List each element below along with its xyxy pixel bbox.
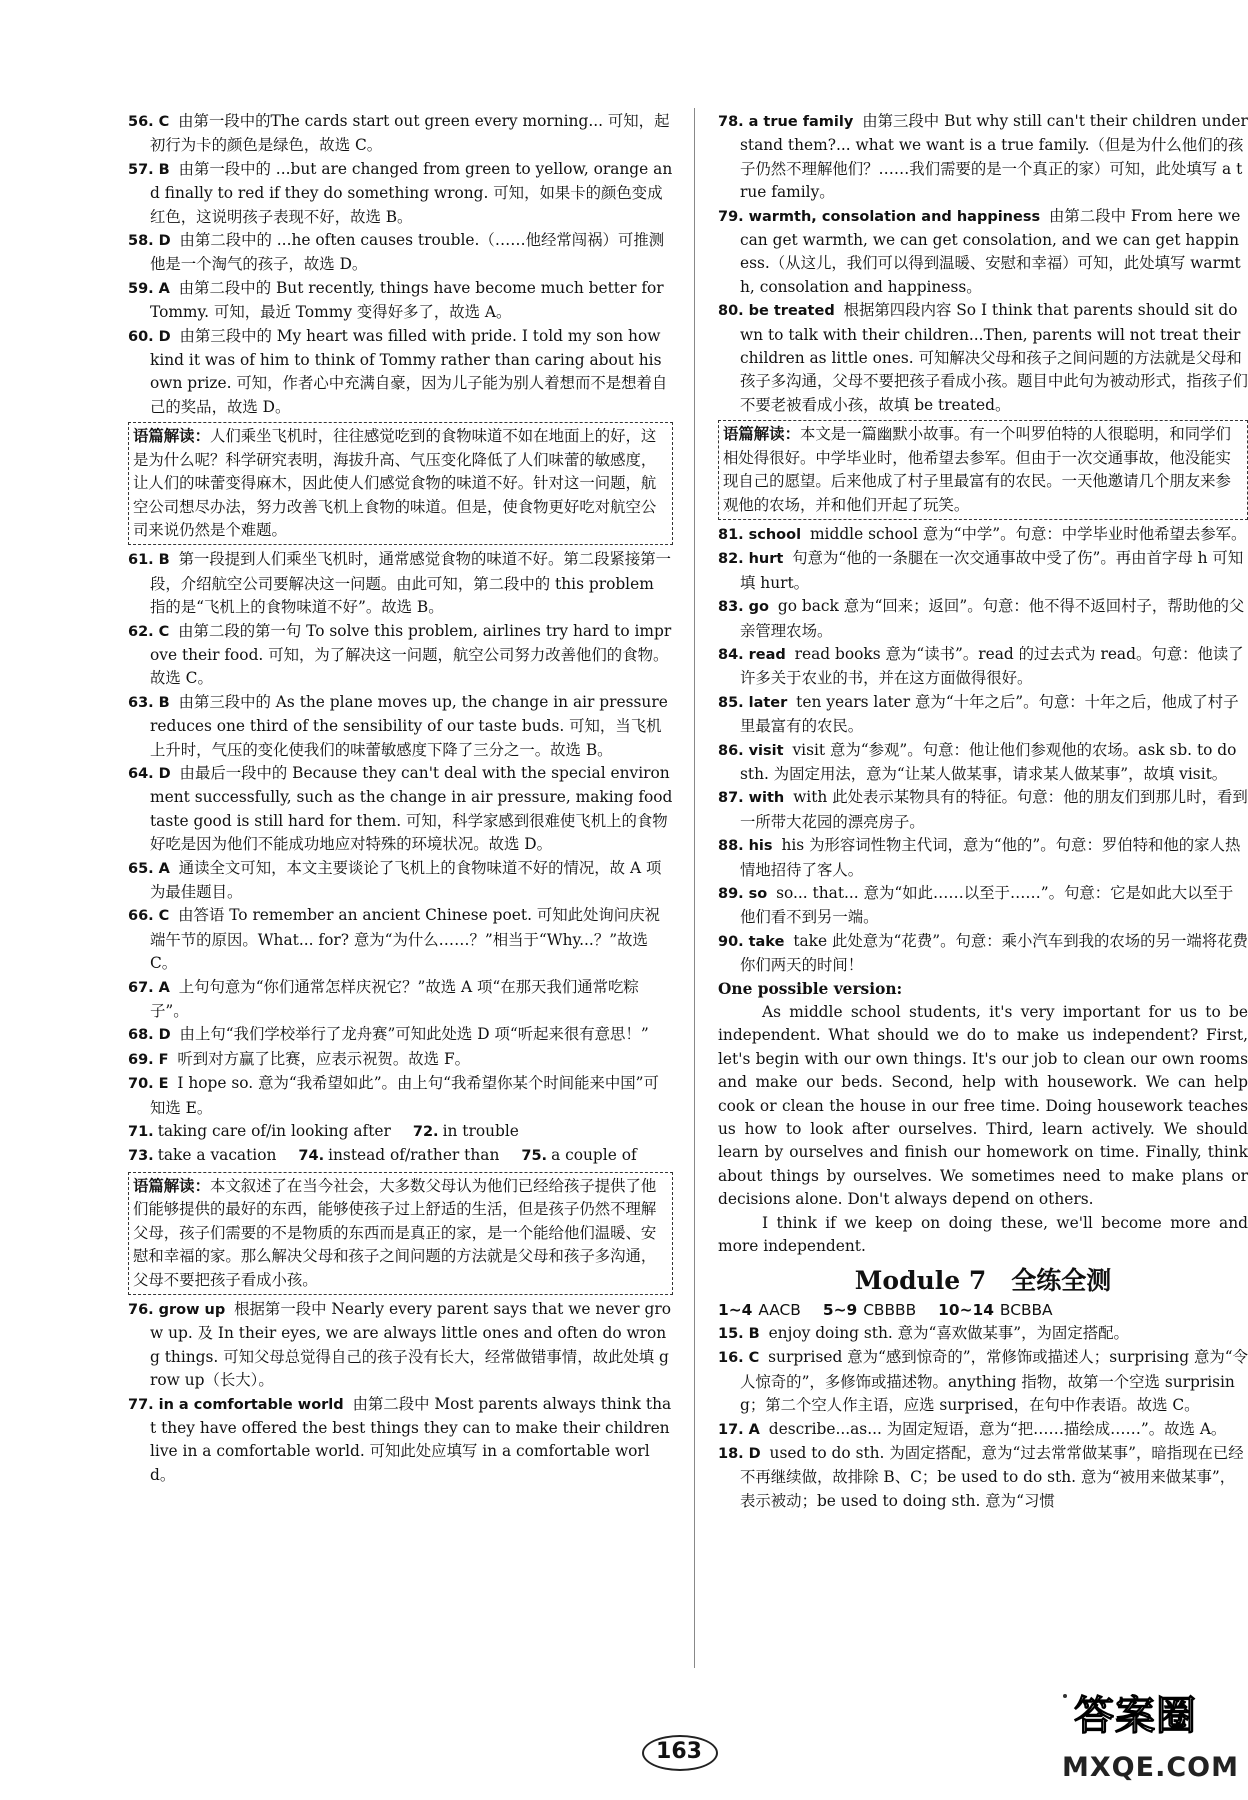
answer-item xyxy=(718,205,1248,300)
answer-key-group xyxy=(823,1301,916,1319)
essay-paragraph: I think if we keep on doing these, we'll become more and more independent. xyxy=(718,1213,1248,1256)
answer-item xyxy=(128,1072,673,1120)
item-number: 58. xyxy=(128,233,154,250)
item-answer: D xyxy=(158,1027,171,1044)
item-number: 64. xyxy=(128,765,154,782)
page-number-oval xyxy=(642,1735,718,1771)
answer-item xyxy=(128,620,673,691)
note-label: 语篇解读： xyxy=(133,427,210,446)
answer-pairs xyxy=(128,1120,673,1169)
answer-item xyxy=(718,834,1248,882)
item-number: 61. xyxy=(128,552,154,569)
item-number: 56. xyxy=(128,114,154,130)
item-answer: D xyxy=(158,765,171,782)
item-number: 86. xyxy=(718,742,744,759)
answer-list xyxy=(128,110,673,419)
item-explanation: read books 意为“读书”。read 的过去式为 read。句意：他读了许多关于农业的书，并在这方面做得很好。 xyxy=(740,644,1244,688)
item-number: 63. xyxy=(128,694,154,711)
answer-item xyxy=(718,1442,1248,1513)
item-explanation: 由第一段中的The cards start out green every morning... 可知，起初行为卡的颜色是绿色，故选 C。 xyxy=(150,112,670,155)
item-answer: B xyxy=(748,1325,760,1342)
item-number: 85. xyxy=(718,694,744,711)
item-answer: a couple of xyxy=(551,1146,637,1165)
answer-item xyxy=(128,1393,673,1488)
answer-pair xyxy=(521,1144,636,1168)
item-number: 79. xyxy=(718,208,744,225)
item-explanation: enjoy doing sth. 意为“喜欢做某事”，为固定搭配。 xyxy=(768,1323,1129,1342)
answer-item xyxy=(718,930,1248,978)
item-explanation: I hope so. 意为“我希望如此”。由上句“我希望你某个时间能来中国”可知选 E。 xyxy=(150,1074,659,1117)
passage-note-1 xyxy=(128,422,673,545)
item-explanation: 由第三段中的 As the plane moves up, the change in air pressure reduces one third of the sensibility of our taste buds. 可知，当飞机上升时，气压的变化使我们的味蕾敏感度下降了三分之一。故选 B。 xyxy=(150,692,668,759)
item-answer: with xyxy=(748,790,785,807)
item-number: 16. xyxy=(718,1350,744,1367)
answer-item xyxy=(128,1298,673,1393)
item-answer: C xyxy=(748,1350,760,1367)
item-explanation: with 此处表示某物具有的特征。句意：他的朋友们到那儿时，看到一所带大花园的漂亮房子。 xyxy=(740,788,1248,831)
item-answer: take xyxy=(748,933,785,950)
item-number: 87. xyxy=(718,790,744,807)
item-number: 65. xyxy=(128,860,154,877)
page-number-text: 163 xyxy=(656,1739,702,1764)
item-number: 89. xyxy=(718,886,744,902)
answer-item xyxy=(128,857,673,905)
item-answer: D xyxy=(158,233,171,250)
answer-item xyxy=(718,882,1248,930)
watermark-logo xyxy=(1060,1684,1239,1794)
item-number: 90. xyxy=(718,933,744,950)
item-answer: A xyxy=(158,979,170,996)
item-answer: his xyxy=(748,838,773,855)
item-answer: in a comfortable world xyxy=(158,1396,344,1413)
item-number: 75. xyxy=(521,1148,548,1165)
answer-list xyxy=(718,523,1248,978)
key-range: 5~9 xyxy=(822,1300,858,1319)
item-number: 80. xyxy=(718,303,744,320)
item-answer: visit xyxy=(748,742,784,759)
right-column xyxy=(718,110,1248,1513)
note-text: 本文叙述了在当今社会，大多数父母认为他们已经给孩子提供了他们能够提供的最好的东西，能够使孩子过上舒适的生活，但是孩子仍然不理解父母，孩子们需要的不是物质的东西而是真正的家，是一个能给他们温暖、安慰和幸福的家。那么解决父母和孩子之间问题的方法就是父母和孩子多沟通，父母不要把孩子看成小孩。 xyxy=(133,1176,657,1289)
item-explanation: his 为形容词性物主代词，意为“他的”。句意：罗伯特和他的家人热情地招待了客人。 xyxy=(740,836,1241,879)
answer-list xyxy=(718,1322,1248,1513)
answer-keys-row xyxy=(718,1299,1248,1322)
answer-item xyxy=(128,1048,673,1072)
item-number: 68. xyxy=(128,1027,154,1044)
note-text: 本文是一篇幽默小故事。有一个叫罗伯特的人很聪明，和同学们相处得很好。中学毕业时，他希望去参军。但由于一次交通事故，他没能实现自己的愿望。后来他成了村子里最富有的农民。一天他邀请几个朋友来参观他的农场，并和他们开起了玩笑。 xyxy=(723,425,1231,514)
essay-paragraph: As middle school students, it's very important for us to be independent. What should we do to make us independent? First, let's begin with our own things. It's our job to clean our own rooms and make our beds. Second, help with housework. We can help cook or clean the house in our free time. Doing housework teaches us how to look after ourselves. Third, learn actively. We should learn by ourselves and finish our homework on time. Finally, think about things by ourselves. We sometimes need to make plans or decisions alone. Don't always depend on others. xyxy=(718,1003,1248,1209)
note-label: 语篇解读： xyxy=(723,425,800,444)
note-text: 人们乘坐飞机时，往往感觉吃到的食物味道不如在地面上的好，这是为什么呢？科学研究表明，海拔升高、气压变化降低了人们味蕾的敏感度，让人们的味蕾变得麻木，因此使人们感觉食物的味道不好。针对这一问题，航空公司想尽办法，努力改善飞机上食物的味道。但是，使食物更好吃对航空公司来说仍然是个难题。 xyxy=(133,427,657,539)
answer-pair xyxy=(413,1120,519,1144)
item-answer: taking care of/in looking after xyxy=(157,1122,391,1141)
item-explanation: 由第三段中的 My heart was filled with pride. I told my son how kind it was of him to think of Tommy rather than caring about his own prize. 可知，作者心中充满自豪，因为儿子能为别人着想而不是想着自己的奖品，故选 D。 xyxy=(150,326,668,416)
item-number: 70. xyxy=(128,1076,154,1093)
answer-item xyxy=(718,110,1248,205)
item-answer: B xyxy=(158,694,170,711)
item-answer: school xyxy=(748,526,802,543)
answer-pair-row xyxy=(128,1144,673,1168)
item-answer: C xyxy=(158,623,170,640)
item-number: 67. xyxy=(128,979,154,996)
item-explanation: describe...as... 为固定短语，意为“把……描绘成……”。故选 A。 xyxy=(768,1419,1227,1438)
answer-list xyxy=(128,1298,673,1487)
item-number: 72. xyxy=(412,1124,439,1141)
item-answer: warmth, consolation and happiness xyxy=(748,208,1041,225)
item-explanation: 由第三段中 But why still can't their children understand them?... what we want is a true family.（但是为什么他们的孩子仍然不理解他们？……我们需要的是一个真正的家）可知，此处填写 a true family。 xyxy=(740,112,1248,202)
key-answers: CBBBB xyxy=(863,1300,917,1319)
item-explanation: 第一段提到人们乘坐飞机时，通常感觉食物的味道不好。第二段紧接第一段，介绍航空公司要解决这一问题。由此可知，第二段中的 this problem 指的是“飞机上的食物味道不好”。故选 B。 xyxy=(150,550,672,617)
answer-item xyxy=(128,110,673,158)
item-answer: later xyxy=(748,694,788,711)
item-answer: F xyxy=(158,1051,169,1068)
answer-item xyxy=(128,229,673,277)
item-explanation: so... that... 意为“如此……以至于……”。句意：它是如此大以至于他们看不到另一端。 xyxy=(740,884,1234,927)
item-answer: read xyxy=(748,646,786,663)
item-explanation: visit 意为“参观”。句意：他让他们参观他的农场。ask sb. to do sth. 为固定用法，意为“让某人做某事，请求某人做某事”，故填 visit。 xyxy=(740,740,1237,783)
model-essay xyxy=(718,978,1248,1259)
item-number: 57. xyxy=(128,161,154,178)
item-explanation: take 此处意为“花费”。句意：乘小汽车到我的农场的另一端将花费你们两天的时间！ xyxy=(740,931,1248,975)
item-number: 59. xyxy=(128,280,154,297)
item-number: 74. xyxy=(298,1148,325,1165)
answer-item xyxy=(128,904,673,975)
item-number: 84. xyxy=(718,646,744,663)
column-divider xyxy=(694,108,695,1668)
item-number: 82. xyxy=(718,551,744,568)
answer-item xyxy=(718,786,1248,834)
answer-item xyxy=(128,1023,673,1047)
item-explanation: 由第二段中的 ...he often causes trouble.（……他经常闯祸）可推测他是一个淘气的孩子，故选 D。 xyxy=(150,231,665,274)
answer-item xyxy=(718,547,1248,595)
item-answer: a true family xyxy=(748,114,854,130)
item-answer: so xyxy=(748,886,768,902)
item-answer: grow up xyxy=(158,1301,226,1318)
answer-item xyxy=(718,643,1248,691)
answer-item xyxy=(128,762,673,857)
item-explanation: 由第一段中的 ...but are changed from green to yellow, orange and finally to red if they do something wrong. 可知，如果卡的颜色变成红色，这说明孩子表现不好，故选 B。 xyxy=(150,159,673,226)
item-explanation: 由第二段中的 But recently, things have become much better for Tommy. 可知，最近 Tommy 变得好多了，故选 A。 xyxy=(150,278,664,322)
item-explanation: 由最后一段中的 Because they can't deal with the special environment successfully, such as the change in air pressure, making food taste good is still hard for them. 可知，科学家感到很难使飞机上的食物好吃是因为他们不能成功地应对特殊的环境状况。故选 D。 xyxy=(150,763,673,854)
item-number: 15. xyxy=(718,1325,744,1342)
answer-item xyxy=(128,548,673,619)
answer-item xyxy=(128,158,673,229)
item-number: 76. xyxy=(128,1301,154,1318)
item-answer: be treated xyxy=(748,303,835,320)
key-range: 1~4 xyxy=(718,1300,753,1319)
item-explanation: used to do sth. 为固定搭配，意为“过去常常做某事”，暗指现在已经不再继续做，故排除 B、C；be used to do sth. 意为“被用来做某事”，表示被动；be used to doing sth. 意为“习惯 xyxy=(740,1443,1244,1510)
item-explanation: 听到对方赢了比赛，应表示祝贺。故选 F。 xyxy=(177,1049,471,1068)
passage-note-2 xyxy=(128,1172,673,1295)
item-answer: B xyxy=(158,552,170,569)
answer-list xyxy=(718,110,1248,417)
item-number: 83. xyxy=(718,599,744,616)
answer-item xyxy=(718,299,1248,417)
item-answer: C xyxy=(158,114,170,130)
item-explanation: go back 意为“回来；返回”。句意：他不得不返回村子，帮助他的父亲管理农场。 xyxy=(740,597,1245,640)
item-number: 71. xyxy=(128,1124,154,1141)
module-title: Module 7 全练全测 xyxy=(854,1265,1112,1295)
item-answer: A xyxy=(748,1421,760,1438)
item-answer: C xyxy=(158,908,170,925)
item-answer: instead of/rather than xyxy=(328,1146,500,1165)
answer-key-group xyxy=(718,1301,801,1319)
answer-item xyxy=(718,1418,1248,1442)
watermark-url: MXQE.COM xyxy=(1062,1752,1239,1783)
item-number: 66. xyxy=(128,908,154,925)
answer-item xyxy=(718,1322,1248,1346)
key-answers: BCBBA xyxy=(999,1300,1053,1319)
page-number xyxy=(642,1735,716,1769)
item-number: 73. xyxy=(128,1148,154,1165)
item-answer: hurt xyxy=(748,551,784,568)
item-number: 17. xyxy=(718,1421,744,1438)
item-number: 62. xyxy=(128,623,154,640)
item-answer: D xyxy=(748,1445,761,1462)
answer-item xyxy=(128,976,673,1024)
item-answer: in trouble xyxy=(442,1122,519,1141)
passage-note-3 xyxy=(718,420,1248,520)
answer-key-group xyxy=(938,1301,1052,1319)
answer-pair xyxy=(128,1144,276,1168)
item-explanation: 由第二段中 Most parents always think that they have offered the best things they can to make their children live in a comfortable world. 可知此处应填写 in a comfortable world。 xyxy=(150,1394,672,1484)
item-explanation: 由上句“我们学校举行了龙舟赛”可知此处选 D 项“听起来很有意思！” xyxy=(179,1025,649,1044)
item-explanation: middle school 意为“中学”。句意：中学毕业时他希望去参军。 xyxy=(809,524,1247,543)
answer-pair xyxy=(298,1144,499,1168)
item-answer: D xyxy=(158,328,171,345)
item-explanation: 句意为“他的一条腿在一次交通事故中受了伤”。再由首字母 h 可知填 hurt。 xyxy=(740,549,1244,592)
answer-item xyxy=(718,691,1248,739)
answer-pair-row xyxy=(128,1120,673,1144)
answer-item xyxy=(718,595,1248,643)
item-explanation: 根据第四段内容 So I think that parents should sit down to talk with their children...Then, parents will not treat their children as little ones. 可知解决父母和孩子之间问题的方法就是父母和孩子多沟通，父母不要把孩子看成小孩。题目中此句为被动形式，指孩子们不要老被看成小孩，故填 be treated。 xyxy=(740,301,1248,414)
item-number: 60. xyxy=(128,328,154,345)
item-explanation: 通读全文可知，本文主要谈论了飞机上的食物味道不好的情况，故 A 项为最佳题目。 xyxy=(150,858,662,901)
item-answer: E xyxy=(158,1076,169,1093)
item-answer: A xyxy=(158,860,170,877)
answer-item xyxy=(718,739,1248,787)
watermark-title: 答案圈 xyxy=(1074,1693,1197,1739)
answer-item xyxy=(718,1346,1248,1417)
item-answer: go xyxy=(748,599,769,616)
item-number: 88. xyxy=(718,838,744,855)
item-explanation: 根据第一段中 Nearly every parent says that we never grow up. 及 In their eyes, we are always little ones and often do wrong things. 可知父母总觉得自己的孩子没有长大，经常做错事情，故此处填 grow up（长大）。 xyxy=(150,1299,671,1390)
key-answers: AACB xyxy=(758,1300,801,1319)
item-explanation: ten years later 意为“十年之后”。句意：十年之后，他成了村子里最富有的农民。 xyxy=(740,692,1239,736)
answer-item xyxy=(128,277,673,325)
item-explanation: surprised 意为“感到惊奇的”，常修饰或描述人；surprising 意为“令人惊奇的”，多修饰或描述物。anything 指物，故第一个空选 surprising；第二个空人作主语，应选 surprised，在句中作表语。故选 C。 xyxy=(740,1348,1248,1415)
item-number: 18. xyxy=(718,1445,744,1462)
item-explanation: 由答语 To remember an ancient Chinese poet. 可知此处询问庆祝端午节的原因。What... for? 意为“为什么……？”相当于“Why...？”故选 C。 xyxy=(150,906,660,973)
item-explanation: 由第二段中 From here we can get warmth, we can get consolation, and we can get happiness.（从这儿，我们可以得到温暖、安慰和幸福）可知，此处填写 warmth, consolation and happiness。 xyxy=(740,206,1241,296)
answer-item xyxy=(128,691,673,762)
item-number: 69. xyxy=(128,1051,154,1068)
left-column xyxy=(128,110,673,1487)
item-explanation: 上句句意为“你们通常怎样庆祝它？”故选 A 项“在那天我们通常吃粽子”。 xyxy=(150,977,639,1021)
answer-item xyxy=(718,523,1248,547)
item-number: 77. xyxy=(128,1396,154,1413)
item-answer: A xyxy=(158,280,170,297)
item-answer: take a vacation xyxy=(157,1146,277,1165)
essay-heading: One possible version: xyxy=(718,979,903,998)
item-number: 78. xyxy=(718,114,744,130)
item-explanation: 由第二段的第一句 To solve this problem, airlines try hard to improve their food. 可知，为了解决这一问题，航空公司努力改善他们的食物。故选 C。 xyxy=(150,621,672,688)
item-answer: B xyxy=(158,161,170,178)
note-label: 语篇解读： xyxy=(133,1176,210,1195)
item-number: 81. xyxy=(718,526,744,543)
answer-pair xyxy=(128,1120,391,1144)
key-range: 10~14 xyxy=(938,1300,994,1319)
answer-list xyxy=(128,548,673,1120)
answer-item xyxy=(128,325,673,420)
